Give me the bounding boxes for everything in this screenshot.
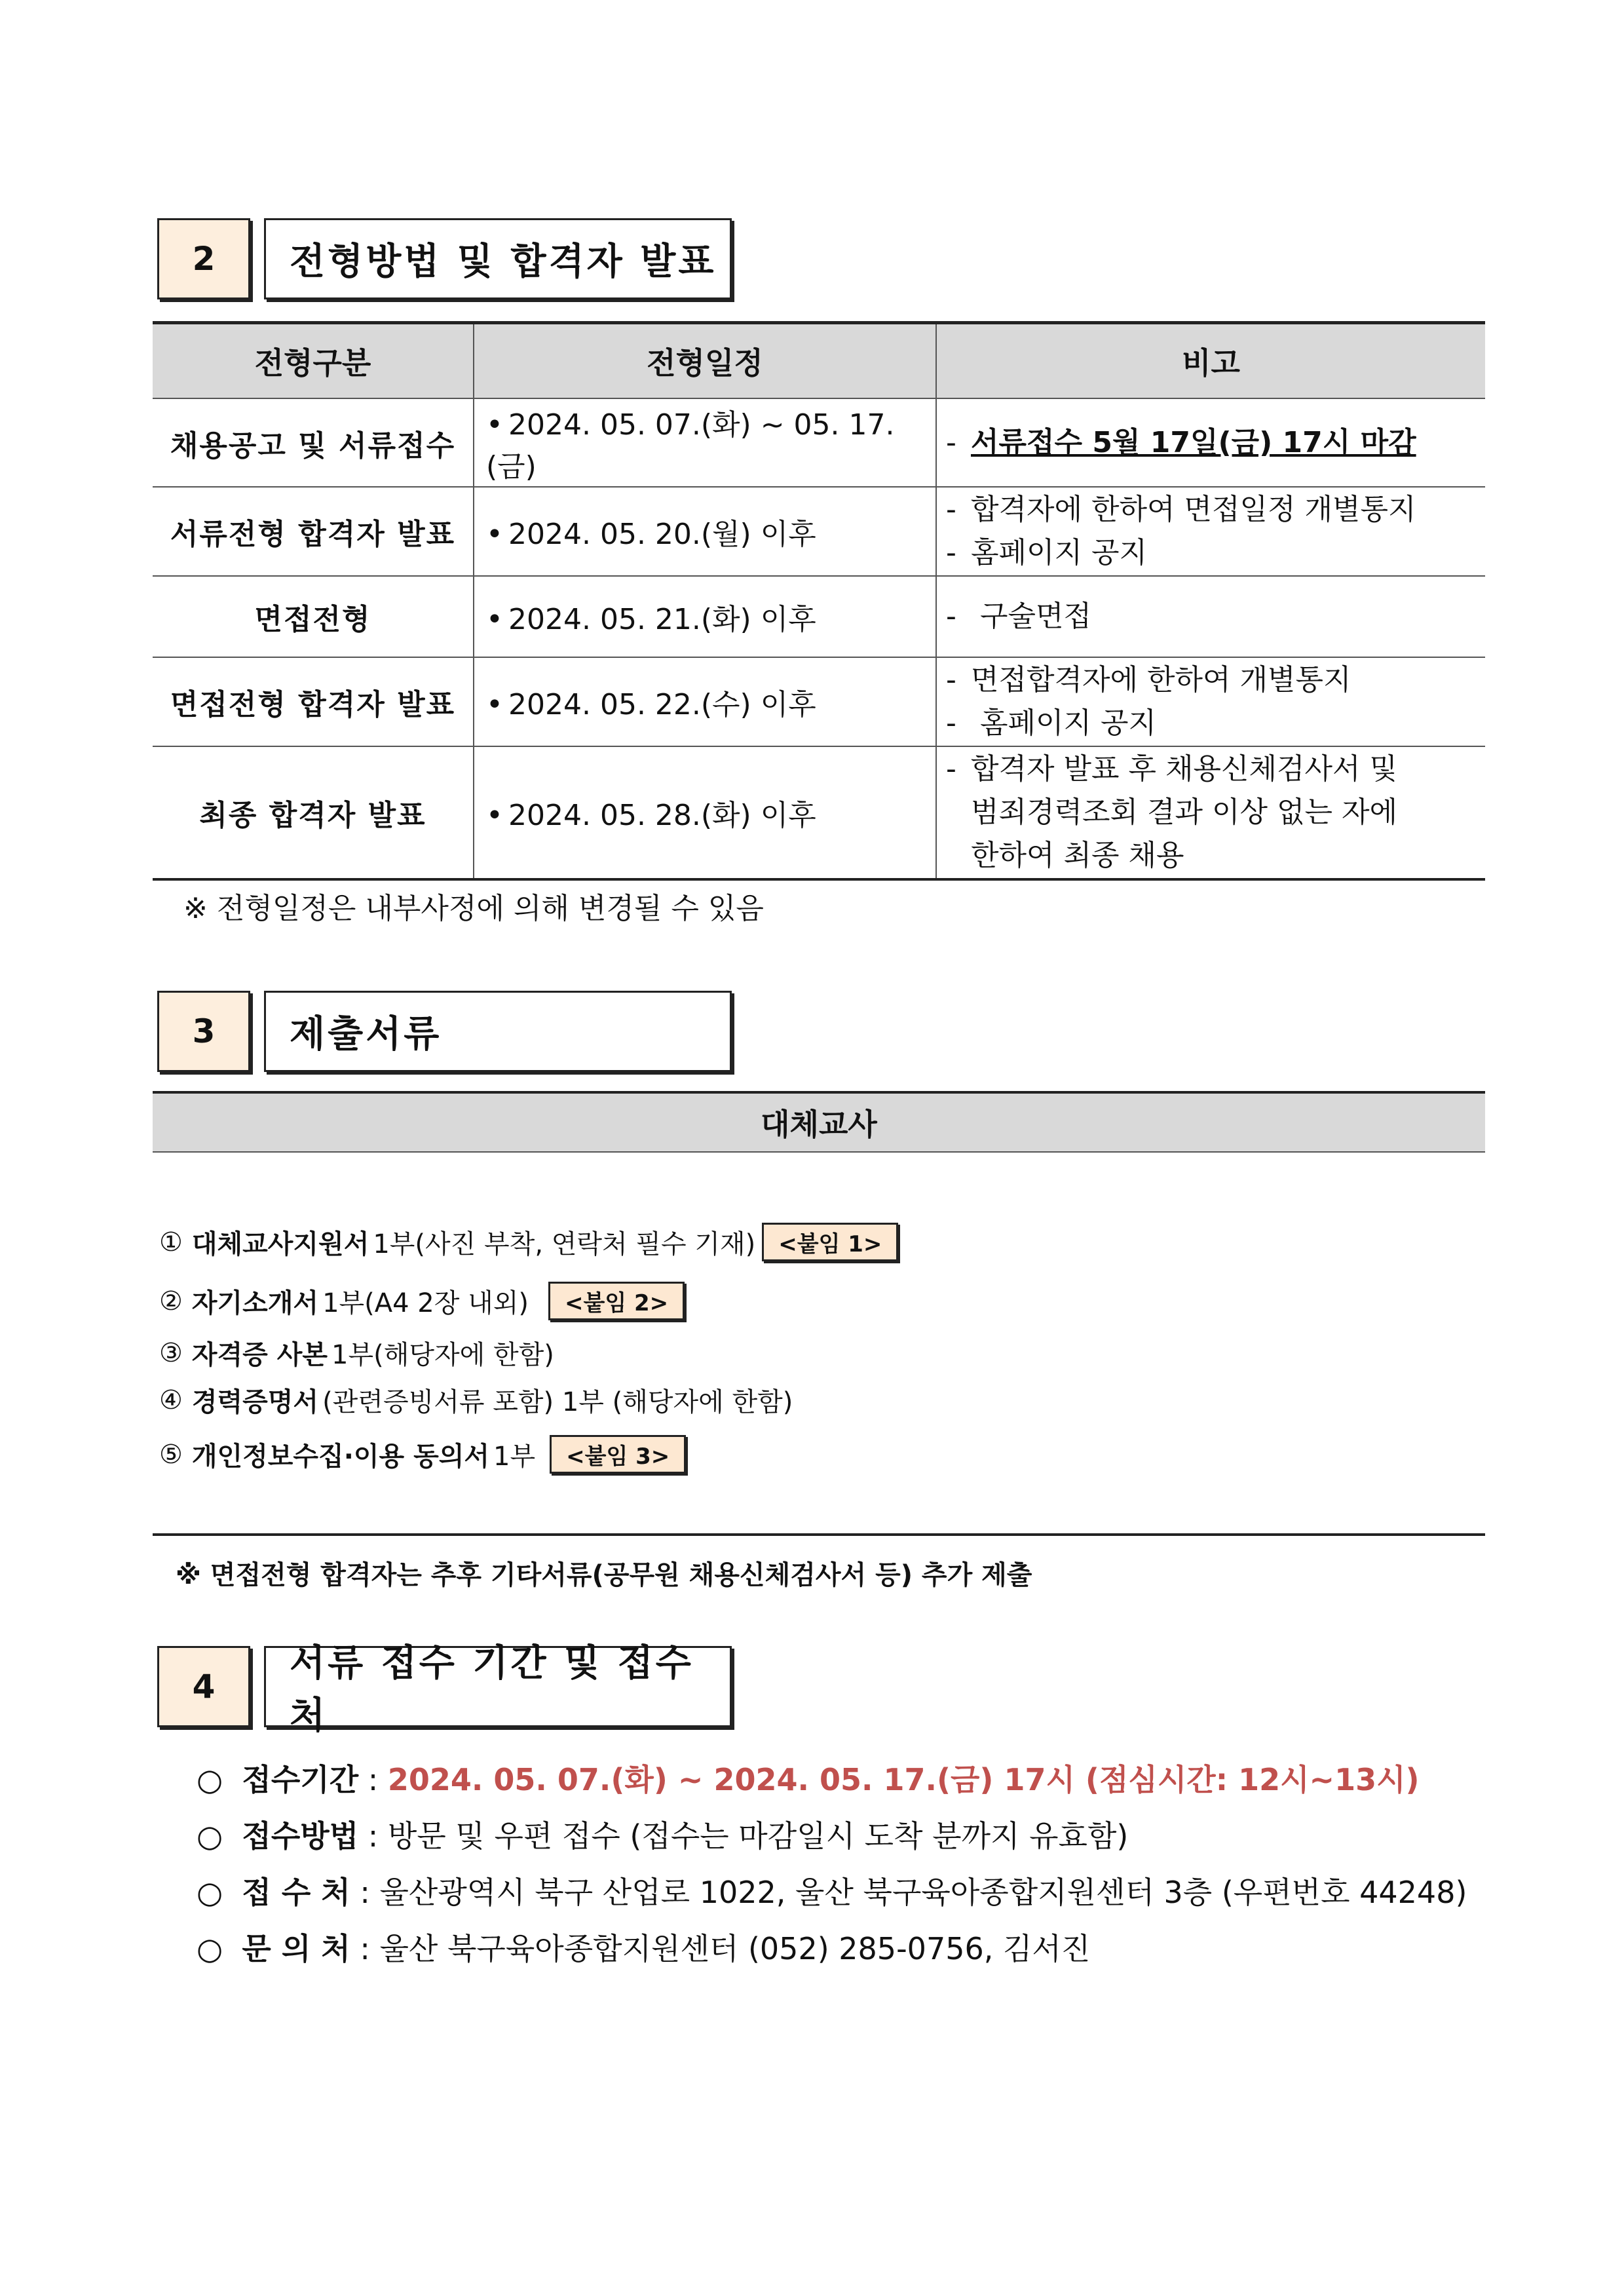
table-row [153, 398, 1485, 487]
date-cell: • 2024. 05. 07.(화) ~ 05. 17.(금) [474, 398, 936, 487]
document-item [159, 1334, 554, 1371]
note-text: 홈페이지 공지 [980, 706, 1157, 740]
item-detail: (관련증빙서류 포함) 1부 (해당자에 한함) [322, 1387, 793, 1417]
date-cell: • 2024. 05. 22.(수) 이후 [474, 657, 936, 746]
section-number-3: 3 [157, 991, 250, 1072]
divider [153, 1533, 1485, 1536]
document-item [159, 1282, 685, 1320]
note-text: 합격자에 한하여 면접일정 개별통지 [971, 493, 1416, 526]
date-cell: • 2024. 05. 20.(월) 이후 [474, 487, 936, 576]
date-text: 2024. 05. 07.(화) ~ 05. 17.(금) [486, 408, 895, 484]
bullet-icon: ○ [197, 1762, 223, 1797]
date-text: 2024. 05. 28.(화) 이후 [508, 799, 816, 832]
bullet-icon: ○ [197, 1875, 223, 1910]
section-number-4: 4 [157, 1646, 250, 1727]
schedule-table [153, 321, 1485, 881]
inquiry-contact: ○ 문 의 처 : 울산 북구육아종합지원센터 (052) 285-0756, 김서진 [197, 1925, 1090, 1968]
item-number: ② [159, 1286, 183, 1316]
stage-cell: 면접전형 [153, 576, 474, 657]
note-text: 서류접수 5월 17일(금) 17시 마감 [971, 425, 1416, 459]
note-text: 면접합격자에 한하여 개별통지 [971, 663, 1351, 697]
schedule-footnote: ※ 전형일정은 내부사정에 의해 변경될 수 있음 [183, 892, 764, 925]
item-name: 자격증 사본 [191, 1340, 328, 1370]
note-text: 범죄경력조회 결과 이상 없는 자에 [971, 795, 1397, 829]
stage-cell: 최종 합격자 발표 [153, 746, 474, 879]
table-row [153, 746, 1485, 879]
date-text: 2024. 05. 20.(월) 이후 [508, 518, 816, 551]
document-item [159, 1223, 898, 1261]
note-cell: - 구술면접 [936, 576, 1485, 657]
item-value: 울산광역시 북구 산업로 1022, 울산 북구육아종합지원센터 3층 (우편번호 44248) [379, 1875, 1467, 1910]
bullet-icon: ○ [197, 1931, 223, 1966]
attachment-badge: <붙임 1> [762, 1223, 898, 1261]
stage-cell: 채용공고 및 서류접수 [153, 398, 474, 487]
note-text: 구술면접 [980, 600, 1092, 633]
header-stage: 전형구분 [153, 323, 474, 399]
item-detail: 1부(A4 2장 내외) [322, 1288, 529, 1318]
note-cell: - 면접합격자에 한하여 개별통지 - 홈페이지 공지 [936, 657, 1485, 746]
table-row [153, 657, 1485, 746]
date-text: 2024. 05. 22.(수) 이후 [508, 688, 816, 721]
note-cell: - 합격자에 한하여 면접일정 개별통지 - 홈페이지 공지 [936, 487, 1485, 576]
item-detail: 1부 [493, 1442, 536, 1472]
receipt-period: ○ 접수기간 : 2024. 05. 07.(화) ~ 2024. 05. 17.(금) 17시 (점심시간: 12시~13시) [197, 1756, 1420, 1799]
note-text: 합격자 발표 후 채용신체검사서 및 [971, 752, 1397, 786]
table-header-row [153, 323, 1485, 399]
receipt-place: ○ 접 수 처 : 울산광역시 북구 산업로 1022, 울산 북구육아종합지원센터 3층 (우편번호 44248) [197, 1869, 1467, 1912]
item-name: 자기소개서 [191, 1288, 319, 1318]
item-label: 접 수 처 [242, 1875, 350, 1910]
date-cell: • 2024. 05. 21.(화) 이후 [474, 576, 936, 657]
item-label: 접수방법 [242, 1818, 359, 1854]
note-text: 한하여 최종 채용 [971, 839, 1184, 872]
bullet-icon: ○ [197, 1818, 223, 1854]
stage-cell: 면접전형 합격자 발표 [153, 657, 474, 746]
item-number: ① [159, 1227, 183, 1257]
item-number: ③ [159, 1337, 183, 1368]
header-note: 비고 [936, 323, 1485, 399]
receipt-method: ○ 접수방법 : 방문 및 우편 접수 (접수는 마감일시 도착 분까지 유효함) [197, 1812, 1128, 1856]
note-text: 홈페이지 공지 [971, 536, 1148, 569]
note-cell: - 합격자 발표 후 채용신체검사서 및 범죄경력조회 결과 이상 없는 자에 한하여 최종 채용 [936, 746, 1485, 879]
item-detail: 1부(해당자에 한함) [331, 1340, 554, 1370]
date-cell: • 2024. 05. 28.(화) 이후 [474, 746, 936, 879]
document-category-bar: 대체교사 [153, 1091, 1485, 1153]
item-name: 개인정보수집·이용 동의서 [191, 1442, 490, 1472]
header-date: 전형일정 [474, 323, 936, 399]
section-title-2: 전형방법 및 합격자 발표 [264, 218, 732, 299]
item-value: 방문 및 우편 접수 (접수는 마감일시 도착 분까지 유효함) [387, 1818, 1129, 1854]
table-row [153, 576, 1485, 657]
note-cell: - 서류접수 5월 17일(금) 17시 마감 [936, 398, 1485, 487]
stage-cell: 서류전형 합격자 발표 [153, 487, 474, 576]
document-item [159, 1435, 686, 1474]
item-label: 접수기간 [242, 1762, 359, 1797]
item-number: ⑤ [159, 1439, 183, 1470]
item-value: 울산 북구육아종합지원센터 (052) 285-0756, 김서진 [379, 1931, 1091, 1966]
document-item [159, 1381, 793, 1419]
item-name: 대체교사지원서 [191, 1229, 369, 1259]
section-title-4: 서류 접수 기간 및 접수처 [264, 1646, 732, 1727]
attachment-badge: <붙임 3> [550, 1435, 686, 1474]
attachment-badge: <붙임 2> [548, 1282, 685, 1320]
documents-footnote: ※ 면접전형 합격자는 추후 기타서류(공무원 채용신체검사서 등) 추가 제출 [176, 1560, 1032, 1590]
item-detail: 1부(사진 부착, 연락처 필수 기재) [373, 1229, 756, 1259]
section-title-3: 제출서류 [264, 991, 732, 1072]
date-text: 2024. 05. 21.(화) 이후 [508, 603, 816, 636]
section-number-2: 2 [157, 218, 250, 299]
item-value: 2024. 05. 07.(화) ~ 2024. 05. 17.(금) 17시 (점심시간: 12시~13시) [387, 1762, 1420, 1797]
item-number: ④ [159, 1385, 183, 1415]
item-name: 경력증명서 [191, 1387, 319, 1417]
table-row [153, 487, 1485, 576]
item-label: 문 의 처 [242, 1931, 350, 1966]
